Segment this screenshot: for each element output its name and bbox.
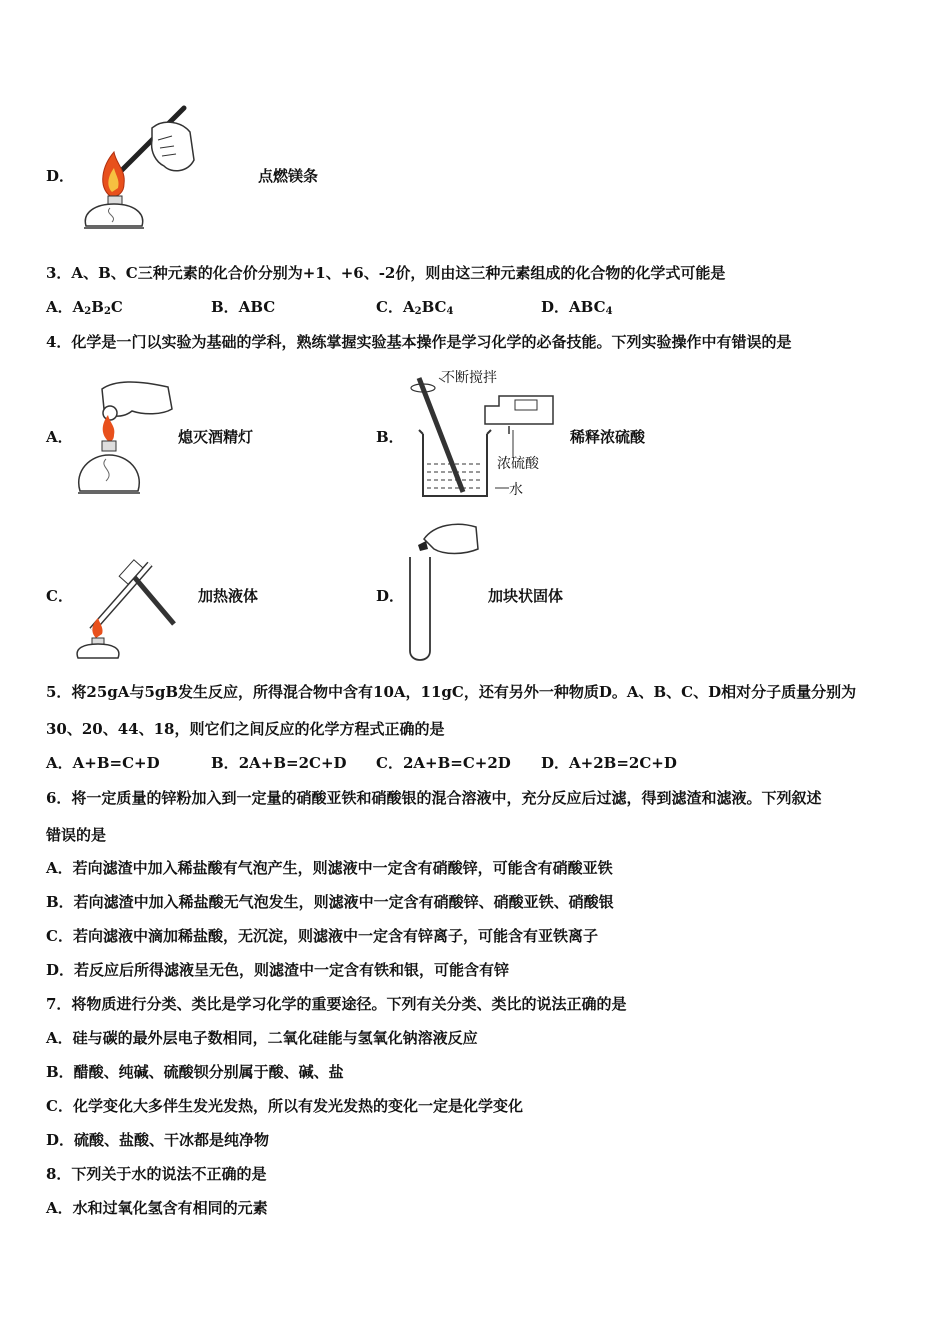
q3-stem: 3．A、B、C三种元素的化合价分别为+1、+6、-2价，则由这三种元素组成的化合物的化学式可能是 bbox=[46, 264, 726, 282]
extinguish-lamp-figure bbox=[72, 375, 182, 500]
q4-option-c-letter: C． bbox=[46, 587, 73, 605]
q6-option-c: C．若向滤液中滴加稀盐酸，无沉淀，则滤液中一定含有锌离子，可能含有亚铁离子 bbox=[46, 927, 598, 945]
label-concentrated-acid: 浓硫酸 bbox=[497, 456, 539, 472]
q4-option-a-letter: A． bbox=[46, 428, 73, 446]
dilute-acid-figure bbox=[405, 368, 565, 503]
label-water: 水 bbox=[509, 482, 523, 498]
q7-option-c: C．化学变化大多伴生发光发热，所以有发光发热的变化一定是化学变化 bbox=[46, 1097, 523, 1115]
q8-option-a: A．水和过氧化氢含有相同的元素 bbox=[46, 1199, 268, 1217]
q5-option-a: A．A+B=C+D bbox=[46, 754, 160, 772]
heating-liquid-figure bbox=[70, 548, 185, 663]
q2-option-d-letter: D． bbox=[46, 167, 75, 185]
q4-option-d-letter: D． bbox=[376, 587, 405, 605]
q6-option-a: A．若向滤渣中加入稀盐酸有气泡产生，则滤液中一定含有硝酸锌，可能含有硝酸亚铁 bbox=[46, 859, 613, 877]
q8-stem: 8．下列关于水的说法不正确的是 bbox=[46, 1165, 267, 1183]
q6-option-b: B．若向滤渣中加入稀盐酸无气泡发生，则滤液中一定含有硝酸锌、硝酸亚铁、硝酸银 bbox=[46, 893, 614, 911]
add-block-solid-figure bbox=[400, 515, 490, 665]
q3-option-c: C．$A_2BC_4$ bbox=[376, 298, 454, 317]
q5-option-d: D．A+2B=2C+D bbox=[541, 754, 677, 772]
q6-stem-line2: 错误的是 bbox=[46, 826, 107, 844]
q3-option-b: B．ABC bbox=[211, 298, 276, 316]
q4-option-d-caption: 加块状固体 bbox=[488, 587, 564, 605]
q5-option-b: B．2A+B=2C+D bbox=[211, 754, 347, 772]
q4-stem: 4．化学是一门以实验为基础的学科，熟练掌握实验基本操作是学习化学的必备技能。下列实验操作中有错误的是 bbox=[46, 333, 792, 351]
q2-option-d-caption: 点燃镁条 bbox=[258, 167, 319, 185]
burning-magnesium-figure bbox=[72, 100, 202, 235]
q7-stem: 7．将物质进行分类、类比是学习化学的重要途径。下列有关分类、类比的说法正确的是 bbox=[46, 995, 627, 1013]
q3-option-d: D．$ABC_4$ bbox=[541, 298, 613, 317]
q5-stem-line2: 30、20、44、18，则它们之间反应的化学方程式正确的是 bbox=[46, 720, 445, 738]
label-stir: 不断搅拌 bbox=[441, 370, 497, 386]
q5-option-c: C．2A+B=C+2D bbox=[376, 754, 511, 772]
q6-stem-line1: 6．将一定质量的锌粉加入到一定量的硝酸亚铁和硝酸银的混合溶液中，充分反应后过滤，得到滤渣和滤液。下列叙述 bbox=[46, 789, 822, 807]
q4-option-b-letter: B． bbox=[376, 428, 404, 446]
q7-option-b: B．醋酸、纯碱、硫酸钡分别属于酸、碱、盐 bbox=[46, 1063, 344, 1081]
q7-option-d: D．硫酸、盐酸、干冰都是纯净物 bbox=[46, 1131, 270, 1149]
q4-option-c-caption: 加热液体 bbox=[198, 587, 259, 605]
q5-stem-line1: 5．将25gA与5gB发生反应，所得混合物中含有10A，11gC，还有另外一种物质D。A、B、C、D相对分子质量分别为 bbox=[46, 683, 857, 701]
q6-option-d: D．若反应后所得滤液呈无色，则滤渣中一定含有铁和银，可能含有锌 bbox=[46, 961, 510, 979]
q4-option-a-caption: 熄灭酒精灯 bbox=[178, 428, 254, 446]
q3-option-a: A．$A_2B_2C$ bbox=[46, 298, 123, 317]
q7-option-a: A．硅与碳的最外层电子数相同，二氧化硅能与氢氧化钠溶液反应 bbox=[46, 1029, 478, 1047]
q4-option-b-caption: 稀释浓硫酸 bbox=[570, 428, 646, 446]
